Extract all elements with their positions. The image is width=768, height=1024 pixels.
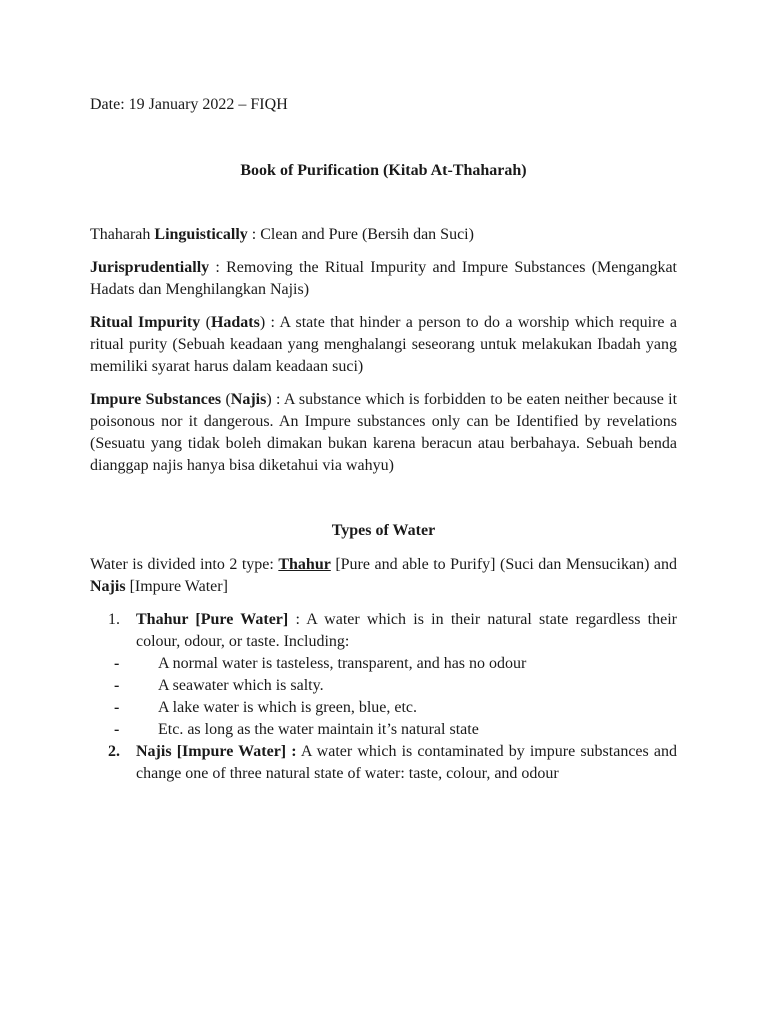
najis-item-text (136, 741, 677, 785)
najis-term: Najis (230, 391, 267, 408)
thahur-item-term: Thahur [Pure Water] (136, 611, 289, 628)
list-number: 2. (108, 743, 120, 760)
types-intro (90, 554, 677, 598)
list-item-najis (108, 741, 677, 785)
thaharah-lead: Thaharah (90, 226, 155, 243)
thaharah-definition (90, 224, 677, 246)
thaharah-term: Linguistically (154, 226, 248, 243)
thahur-item-body: : A water which is in their natural state regardless their colour, odour, or taste. Including: (136, 611, 678, 650)
ritual-text: ) : A state that hinder a person to do a worship which require a ritual purity (Sebuah keadaan yang menghalangi seseorang untuk melakukan Ibadah yang memiliki syarat harus dalam keadaan suci) (90, 314, 677, 375)
bullet-marker: - (114, 699, 120, 716)
intro-b: [Pure and able to Purify] (Suci dan Mensucikan) and (330, 556, 677, 573)
ritual-impurity-definition (90, 312, 677, 378)
bullet-item (114, 653, 677, 675)
ritual-paren-open: ( (200, 314, 211, 331)
bullet-text: A lake water is which is green, blue, etc. (158, 699, 418, 716)
list-item-thahur (108, 609, 678, 741)
date-line: Date: 19 January 2022 – FIQH (90, 96, 288, 113)
bullet-item (114, 697, 677, 719)
list-number: 1. (108, 611, 120, 628)
impure-text: ) : A substance which is forbidden to be eaten neither because it poisonous nor it dangerous. An Impure substances only can be Identified by revelations (Sesuatu yang tidak boleh dimakan bukan karena beracun atau berbahaya. Sebuah benda dianggap najis hanya bisa diketahui via wahyu) (90, 391, 678, 474)
intro-a: Water is divided into 2 type: (90, 556, 279, 573)
document-title: Book of Purification (Kitab At-Thaharah) (240, 162, 527, 179)
bullet-marker: - (114, 677, 120, 694)
juris-term: Jurisprudentially (90, 259, 210, 276)
water-types-list (90, 609, 677, 785)
bullet-item (114, 719, 677, 741)
bullet-item (114, 675, 677, 697)
impure-paren-open: ( (221, 391, 231, 408)
bullet-text: A normal water is tasteless, transparent, and has no odour (158, 655, 527, 672)
intro-najis: Najis (90, 578, 126, 595)
impure-term: Impure Substances (90, 391, 222, 408)
juris-text: : Removing the Ritual Impurity and Impure Substances (Mengangkat Hadats dan Menghilangkan Najis) (90, 259, 677, 298)
bullet-marker: - (114, 655, 120, 672)
ritual-term: Ritual Impurity (90, 314, 201, 331)
jurisprudential-definition (90, 257, 677, 301)
najis-item-body: A water which is contaminated by impure substances and change one of three natural state of water: taste, colour, and odour (136, 743, 677, 782)
thahur-bullets (114, 653, 677, 741)
impure-substances-definition (90, 389, 677, 477)
bullet-marker: - (114, 721, 120, 738)
bullet-text: A seawater which is salty. (158, 677, 324, 694)
document-page (90, 94, 677, 785)
hadats-term: Hadats (210, 314, 260, 331)
intro-thahur: Thahur (278, 556, 331, 573)
types-of-water-heading: Types of Water (331, 522, 436, 539)
bullet-text: Etc. as long as the water maintain it’s natural state (158, 721, 479, 738)
thahur-item-text (136, 609, 677, 653)
najis-item-term: Najis [Impure Water] : (136, 743, 297, 760)
intro-c: [Impure Water] (125, 578, 228, 595)
thaharah-text: : Clean and Pure (Bersih dan Suci) (247, 226, 474, 243)
